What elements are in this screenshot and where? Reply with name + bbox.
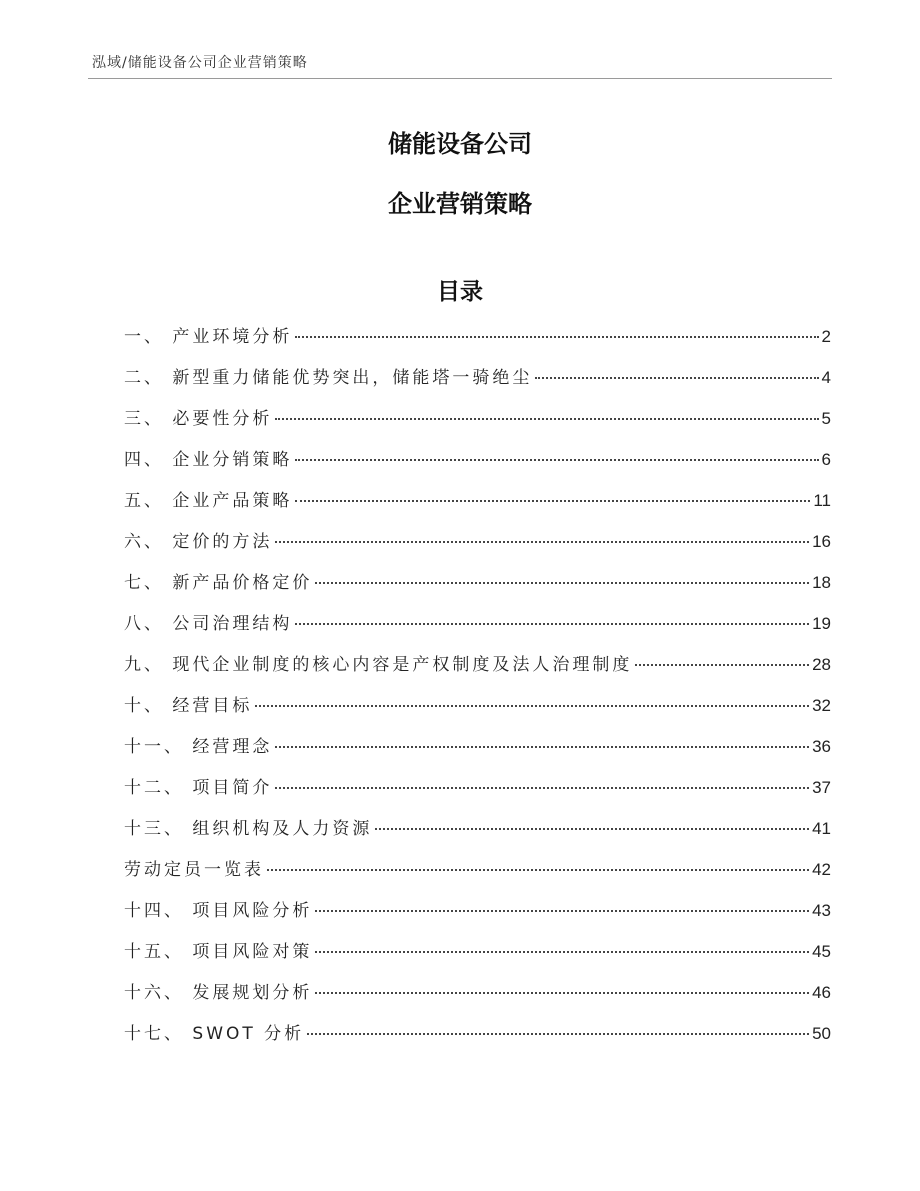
toc-entry-label: 六、 定价的方法 [124,532,273,552]
toc-entry[interactable] [124,323,831,364]
toc-entry-page-number: 19 [812,614,831,633]
toc-entry-label: 十、 经营目标 [124,696,253,716]
toc-dot-leader [295,623,809,625]
toc-dot-leader [275,541,809,543]
toc-entry-label: 四、 企业分销策略 [124,450,293,470]
toc-entry-label: 七、 新产品价格定价 [124,573,313,593]
toc-dot-leader [295,500,810,502]
toc-entry[interactable] [124,528,831,569]
toc-entry-label: 八、 公司治理结构 [124,614,293,634]
toc-dot-leader [255,705,809,707]
toc-entry[interactable] [124,979,831,1020]
toc-entry-page-number: 4 [821,368,831,387]
toc-entry[interactable] [124,938,831,979]
toc-entry-label: 五、 企业产品策略 [124,491,293,511]
toc-entry-page-number: 36 [812,737,831,756]
toc-entry-page-number: 2 [821,327,831,346]
toc-entry-label: 十五、 项目风险对策 [124,942,313,962]
toc-entry-label: 十三、 组织机构及人力资源 [124,819,373,839]
toc-entry[interactable] [124,610,831,651]
toc-entry-page-number: 28 [812,655,831,674]
toc-entry-label: 二、 新型重力储能优势突出，储能塔一骑绝尘 [124,368,533,388]
toc-entry-page-number: 6 [821,450,831,469]
document-title-line-1: 储能设备公司 [388,130,532,158]
toc-entry-label: 十二、 项目简介 [124,778,273,798]
toc-dot-leader [275,746,809,748]
toc-dot-leader [375,828,809,830]
toc-entry[interactable] [124,897,831,938]
toc-entry-page-number: 41 [812,819,831,838]
document-title-line-2: 企业营销策略 [388,190,532,218]
toc-entry-page-number: 37 [812,778,831,797]
toc-entry-label: 劳动定员一览表 [124,860,264,880]
toc-entry-label: 一、 产业环境分析 [124,327,293,347]
toc-heading: 目录 [437,279,483,305]
toc-entry-label: 十七、 SWOT 分析 [124,1024,305,1044]
toc-dot-leader [295,459,818,461]
toc-dot-leader [635,664,809,666]
running-header: 泓域/储能设备公司企业营销策略 [92,55,308,71]
toc-dot-leader [315,910,809,912]
toc-entry[interactable] [124,446,831,487]
toc-entry-page-number: 50 [812,1024,831,1043]
table-of-contents [124,323,831,1061]
toc-entry-page-number: 45 [812,942,831,961]
toc-dot-leader [315,992,809,994]
toc-entry-page-number: 32 [812,696,831,715]
toc-entry-page-number: 18 [812,573,831,592]
toc-entry-label: 十六、 发展规划分析 [124,983,313,1003]
toc-entry-label: 十四、 项目风险分析 [124,901,313,921]
toc-entry[interactable] [124,405,831,446]
toc-dot-leader [315,951,809,953]
toc-entry[interactable] [124,364,831,405]
toc-entry-page-number: 46 [812,983,831,1002]
toc-dot-leader [275,418,818,420]
toc-dot-leader [315,582,809,584]
toc-entry[interactable] [124,733,831,774]
toc-entry[interactable] [124,856,831,897]
toc-dot-leader [275,787,809,789]
toc-entry[interactable] [124,815,831,856]
toc-entry[interactable] [124,1020,831,1061]
toc-entry[interactable] [124,692,831,733]
toc-entry[interactable] [124,774,831,815]
toc-dot-leader [267,869,809,871]
toc-entry[interactable] [124,651,831,692]
toc-dot-leader [535,377,818,379]
toc-entry-page-number: 11 [813,491,831,510]
toc-entry-page-number: 16 [812,532,831,551]
toc-entry-label: 九、 现代企业制度的核心内容是产权制度及法人治理制度 [124,655,633,675]
toc-entry-page-number: 5 [821,409,831,428]
toc-entry-label: 十一、 经营理念 [124,737,273,757]
toc-entry[interactable] [124,569,831,610]
toc-entry-page-number: 43 [812,901,831,920]
toc-dot-leader [295,336,818,338]
toc-dot-leader [307,1033,809,1035]
toc-entry-label: 三、 必要性分析 [124,409,273,429]
header-divider [88,78,832,79]
toc-entry[interactable] [124,487,831,528]
toc-entry-page-number: 42 [812,860,831,879]
